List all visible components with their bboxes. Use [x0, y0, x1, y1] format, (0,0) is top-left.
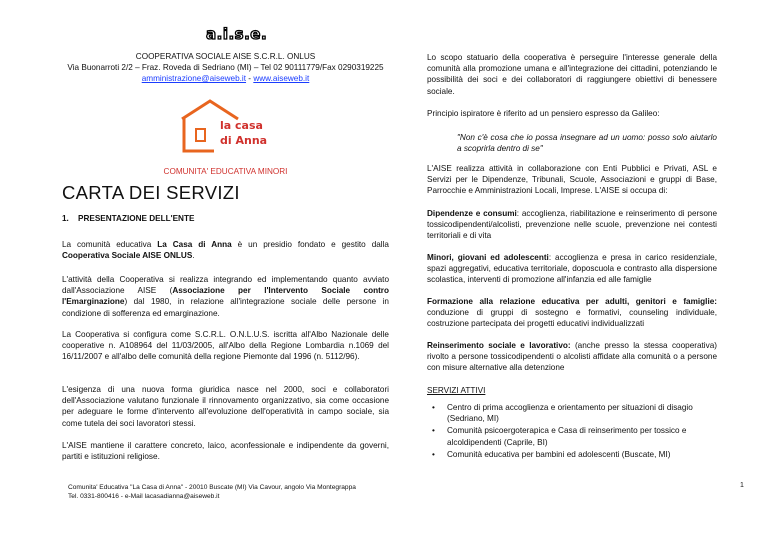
area-formazione: Formazione alla relazione educativa per adulti, genitori e famiglie: conduzione di gruppi di sostegno e formativi, counseling individuale, costruzione partecipata dei progetti educativi individualizzati — [427, 297, 717, 329]
servizi-heading: SERVIZI ATTIVI — [427, 386, 486, 395]
paragraph-activity: L'attività della Cooperativa si realizza integrando ed implementando quanto avviato dall'Associazione AISE (Associazione per l'Intervento Sociale contro l'Emarginazione) dal 1980, in relazione all'integrazione sociale delle persone in condizione di sofferenza ed emarginazione. — [62, 275, 389, 318]
list-item: • Comunità educativa per bambini ed adolescenti (Buscate, MI) — [432, 449, 671, 459]
header-contacts: amministrazione@aiseweb.it - www.aiseweb.it — [141, 74, 310, 84]
area-dipendenze: Dipendenze e consumi: accoglienza, riabilitazione e reinserimento di persone tossicodipendenti/alcolisti, prevenzione nelle scuole, prevenzione nei contesti territoriali e di vita — [427, 209, 717, 241]
paragraph-collaborations: L'AISE realizza attività in collaborazione con Enti Pubblici e Privati, ASL e Servizi per le Dipendenze, Tribunali, Scuole, Associazioni e gruppi di Base, Parrocchie e Amministrazioni Locali, Imprese. L'AISE si occupa di: — [427, 164, 717, 196]
paragraph-history: L'esigenza di una nuova forma giuridica nasce nel 2000, soci e collaboratori dell'Associazione valutano funzionale il rinnovamento organizzativo, sia come occasione per adeguare le forme d'intervento all'evoluzione dell'operatività in campo sociale, sia come tutela dei soci lavoratori stessi. — [62, 385, 389, 428]
paragraph-intro: La comunità educativa La Casa di Anna è un presidio fondato e gestito dalla Cooperativa Sociale AISE ONLUS. — [62, 240, 389, 261]
servizi-list — [427, 402, 717, 461]
page-number: 1 — [740, 482, 744, 489]
section-heading: 1. PRESENTAZIONE DELL'ENTE — [62, 214, 195, 223]
header-company: COOPERATIVA SOCIALE AISE S.C.R.L. ONLUS — [135, 52, 316, 61]
list-item: • Centro di prima accoglienza e orientamento per situazioni di disagio (Sedriano, MI) — [432, 403, 693, 424]
page-footer: Comunita' Educativa "La Casa di Anna" - 20010 Buscate (MI) Via Cavour, angolo Via Montegrappa Tel. 0331-800416 - e-Mail lacasadianna@aiseweb.it — [68, 484, 356, 500]
galileo-quote: "Non c'è cosa che io possa insegnare ad un uomo: posso solo aiutarlo a scoprirla dentro di se" — [457, 133, 717, 154]
paragraph-principle: Principio ispiratore è riferito ad un pensiero espresso da Galileo: — [427, 109, 660, 118]
header-address: Via Buonarroti 2/2 – Fraz. Roveda di Sedriano (MI) – Tel 02 90111779/Fax 0290319225 — [67, 63, 384, 73]
house-roof-icon — [182, 101, 238, 119]
paragraph-character: L'AISE mantiene il carattere concreto, laico, aconfessionale e indipendente da governi, partiti e istituzioni religiose. — [62, 441, 389, 462]
house-logo-line1: la casa — [220, 119, 263, 132]
bullet-icon: • — [432, 426, 435, 436]
bullet-icon: • — [432, 449, 435, 459]
area-minori: Minori, giovani ed adolescenti: accoglienza e presa in carico residenziale, spazi aggregativi, educativa territoriale, doposcuola e contrasto alla dispersione scolastica, interventi di promozione all'infanzia ed alle famiglie — [427, 253, 717, 285]
list-item: • Comunità psicoergoterapica e Casa di reinserimento per tossico e alcoldipendenti (Caprile, BI) — [432, 426, 687, 447]
paragraph-purpose: Lo scopo statuario della cooperativa è perseguire l'interesse generale della comunità alla promozione umana e all'integrazione dei cittadini, potenziando le possibilità dei soci e dei collaboratori di raggiungere obiettivi di benessere sociale. — [427, 53, 717, 96]
email-link[interactable]: amministrazione@aiseweb.it — [141, 74, 247, 84]
house-logo-line2: di Anna — [220, 134, 268, 147]
house-logo — [176, 99, 274, 156]
web-link[interactable]: www.aiseweb.it — [253, 74, 310, 84]
aise-logo: a.i.s.e. — [206, 25, 268, 43]
page-title: CARTA DEI SERVIZI — [62, 182, 240, 203]
header-block — [62, 51, 389, 85]
paragraph-registration: La Cooperativa si configura come S.C.R.L. O.N.L.U.S. iscritta all'Albo Nazionale delle cooperative n. A108964 del 11/03/2005, all'Albo della Regione Lombardia n.1069 del 16/11/2007 e all'albo delle comunità della regione Piemonte dal 1996 (n. 5112/96). — [62, 330, 389, 362]
area-reinserimento: Reinserimento sociale e lavorativo: (anche presso la stessa cooperativa) rivolto a persone tossicodipendenti o alcolisti affidate alla comunità o a persone con misure alternative alla detenzione — [427, 341, 717, 373]
bullet-icon: • — [432, 403, 435, 412]
subtitle: COMUNITA' EDUCATIVA MINORI — [163, 167, 288, 176]
